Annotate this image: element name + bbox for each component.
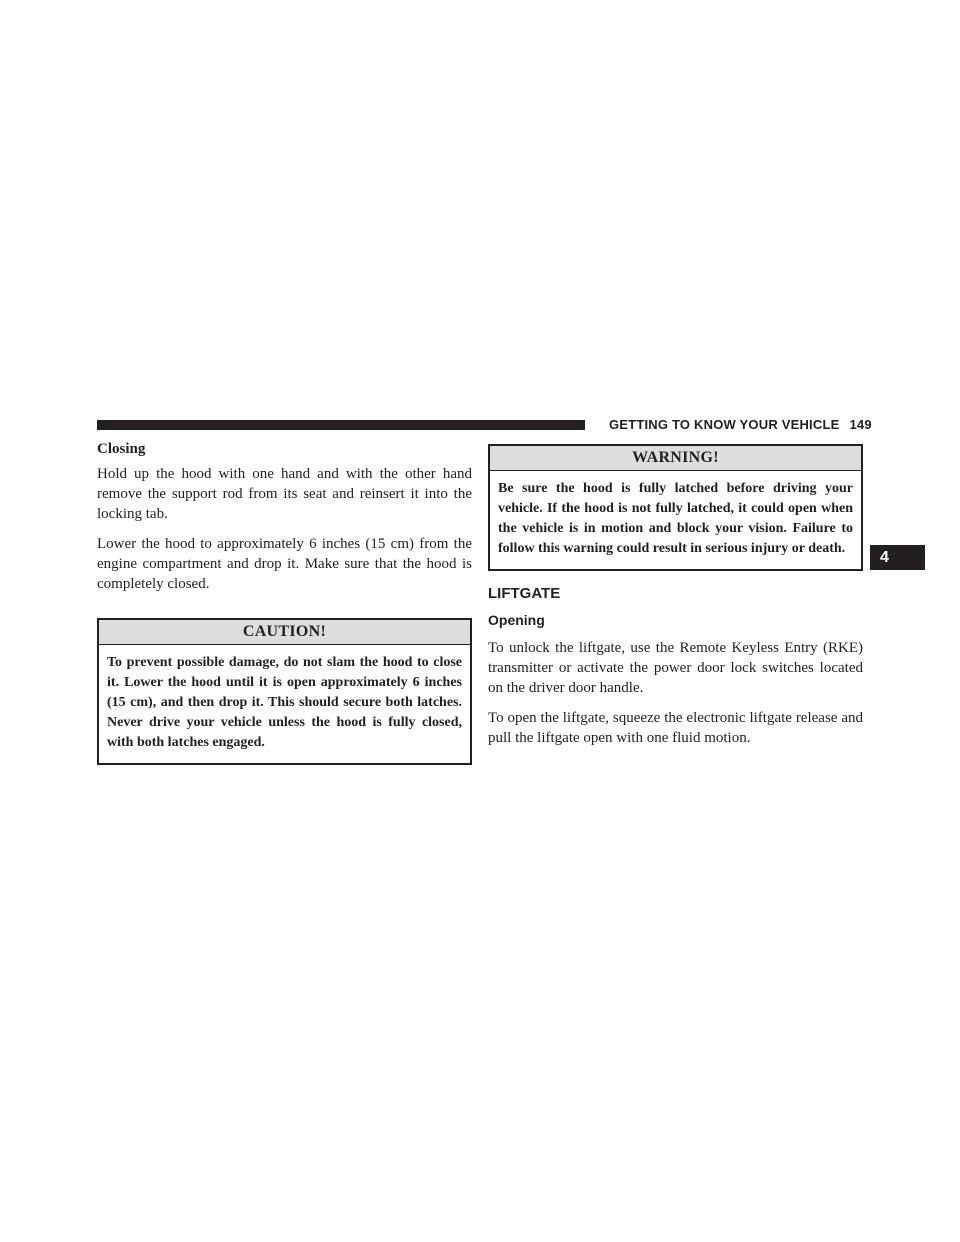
closing-paragraph-2: Lower the hood to approximately 6 inches (15 cm) from the engine compartment and drop it. Make sure that the hood is completely closed.	[97, 536, 472, 592]
page-number: 149	[849, 417, 872, 432]
header-rule	[97, 420, 585, 430]
caution-box	[97, 618, 472, 765]
closing-heading: Closing	[97, 441, 146, 457]
right-column	[488, 444, 863, 758]
chapter-tab: 4	[870, 545, 925, 570]
warning-title: WARNING!	[490, 446, 861, 471]
opening-paragraph-2: To open the liftgate, squeeze the electronic liftgate release and pull the liftgate open with one fluid motion.	[488, 710, 863, 746]
warning-text: Be sure the hood is fully latched before driving your vehicle. If the hood is not fully latched, it could open when the vehicle is in motion and block your vision. Failure to follow this warning could result in serious injury or death.	[498, 481, 853, 556]
closing-paragraph-1: Hold up the hood with one hand and with the other hand remove the support rod from its seat and reinsert it into the locking tab.	[97, 466, 472, 522]
liftgate-heading: LIFTGATE	[488, 585, 561, 602]
warning-box	[488, 444, 863, 571]
caution-title: CAUTION!	[99, 620, 470, 645]
opening-heading: Opening	[488, 612, 545, 628]
left-column	[97, 441, 472, 765]
header-title: GETTING TO KNOW YOUR VEHICLE	[609, 417, 840, 432]
opening-paragraph-1: To unlock the liftgate, use the Remote Keyless Entry (RKE) transmitter or activate the power door lock switches located on the driver door handle.	[488, 640, 863, 696]
caution-text: To prevent possible damage, do not slam the hood to close it. Lower the hood until it is open approximately 6 inches (15 cm), and then drop it. This should secure both latches. Never drive your vehicle unless the hood is fully closed, with both latches engaged.	[107, 655, 462, 750]
running-header	[609, 417, 872, 432]
